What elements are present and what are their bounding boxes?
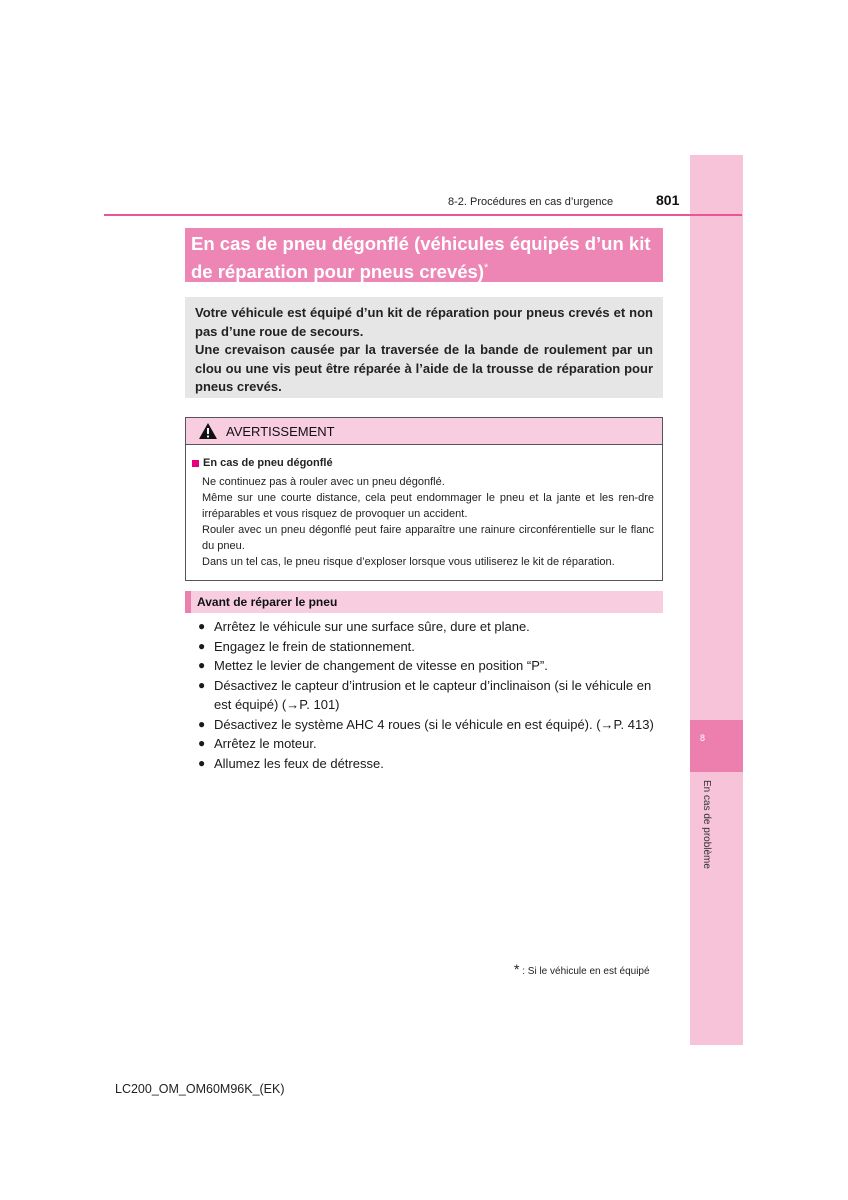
list-item [198,715,662,735]
side-tab-active-chapter[interactable] [690,720,743,772]
warning-line: Rouler avec un pneu dégonflé peut faire apparaître une rainure circonférentielle sur le flanc du pneu. [202,524,654,552]
list-item-text: Désactivez le capteur d’intrusion et le capteur d’inclinaison (si le véhicule en est équipé) (→P. 101) [214,677,652,712]
side-tab-label: En cas de problème [701,780,712,869]
list-item [198,676,662,715]
header-section-title: 8-2. Procédures en cas d’urgence [448,196,614,208]
list-item [198,637,662,657]
list-item-text: Arrêtez le moteur. [214,736,317,751]
intro-box [185,297,663,398]
section-header [185,591,663,613]
warning-triangle-icon [198,422,218,440]
list-item-text: Allumez les feux de détresse. [214,755,384,771]
bullet-dot-icon: ● [198,716,206,731]
bullet-dot-icon: ● [198,736,206,750]
warning-title: AVERTISSEMENT [226,423,335,439]
steps-list [198,617,662,773]
list-item-text: Engagez le frein de stationnement. [214,638,415,654]
list-item [198,656,662,676]
page-title: En cas de pneu dégonflé (véhicules équipés d’un kit de réparation pour pneus crevés) [191,233,651,283]
list-item [198,754,662,774]
title-footnote-marker: * [484,262,489,274]
bullet-dot-icon: ● [198,755,206,770]
page-title-box [185,228,663,282]
warning-line: Ne continuez pas à rouler avec un pneu dégonflé. [202,476,445,488]
intro-paragraph-2: Une crevaison causée par la traversée de la bande de roulement par un clou ou une vis peut être réparée à l’aide de la trousse de réparation pour pneus crevés. [195,342,653,394]
warning-subtitle-row [192,455,654,471]
section-header-accent [185,591,191,613]
list-item-text: Arrêtez le véhicule sur une surface sûre, dure et plane. [214,619,530,634]
list-item-text: Désactivez le système AHC 4 roues (si le véhicule en est équipé). (→P. 413) [214,716,654,732]
bullet-dot-icon: ● [198,619,206,633]
square-bullet-icon [192,460,199,467]
list-item [198,734,662,754]
header-divider [104,214,742,216]
list-item-text: Mettez le levier de changement de vitesse en position “P”. [214,658,548,673]
warning-body [186,445,662,570]
warning-box [185,417,663,581]
bullet-dot-icon: ● [198,638,206,653]
document-code: LC200_OM_OM60M96K_(EK) [115,1082,285,1096]
side-tab-strip [690,155,743,1045]
bullet-dot-icon: ● [198,658,206,672]
warning-subtitle: En cas de pneu dégonflé [203,457,333,469]
footnote [514,961,650,977]
side-tab-number: 8 [700,733,706,743]
warning-line: Même sur une courte distance, cela peut endommager le pneu et la jante et les ren-dre irréparables et vous risquez de provoquer un accident. [202,492,654,520]
footnote-marker: * [514,961,520,977]
intro-paragraph-1: Votre véhicule est équipé d’un kit de réparation pour pneus crevés et non pas d’une roue de secours. [195,305,653,339]
warning-line: Dans un tel cas, le pneu risque d’exploser lorsque vous utiliserez le kit de réparation. [202,556,615,568]
page-number: 801 [656,192,680,208]
warning-header [186,418,662,445]
footnote-text: : Si le véhicule en est équipé [522,966,650,977]
list-item [198,617,662,637]
section-title: Avant de réparer le pneu [197,595,338,609]
bullet-dot-icon: ● [198,677,206,692]
